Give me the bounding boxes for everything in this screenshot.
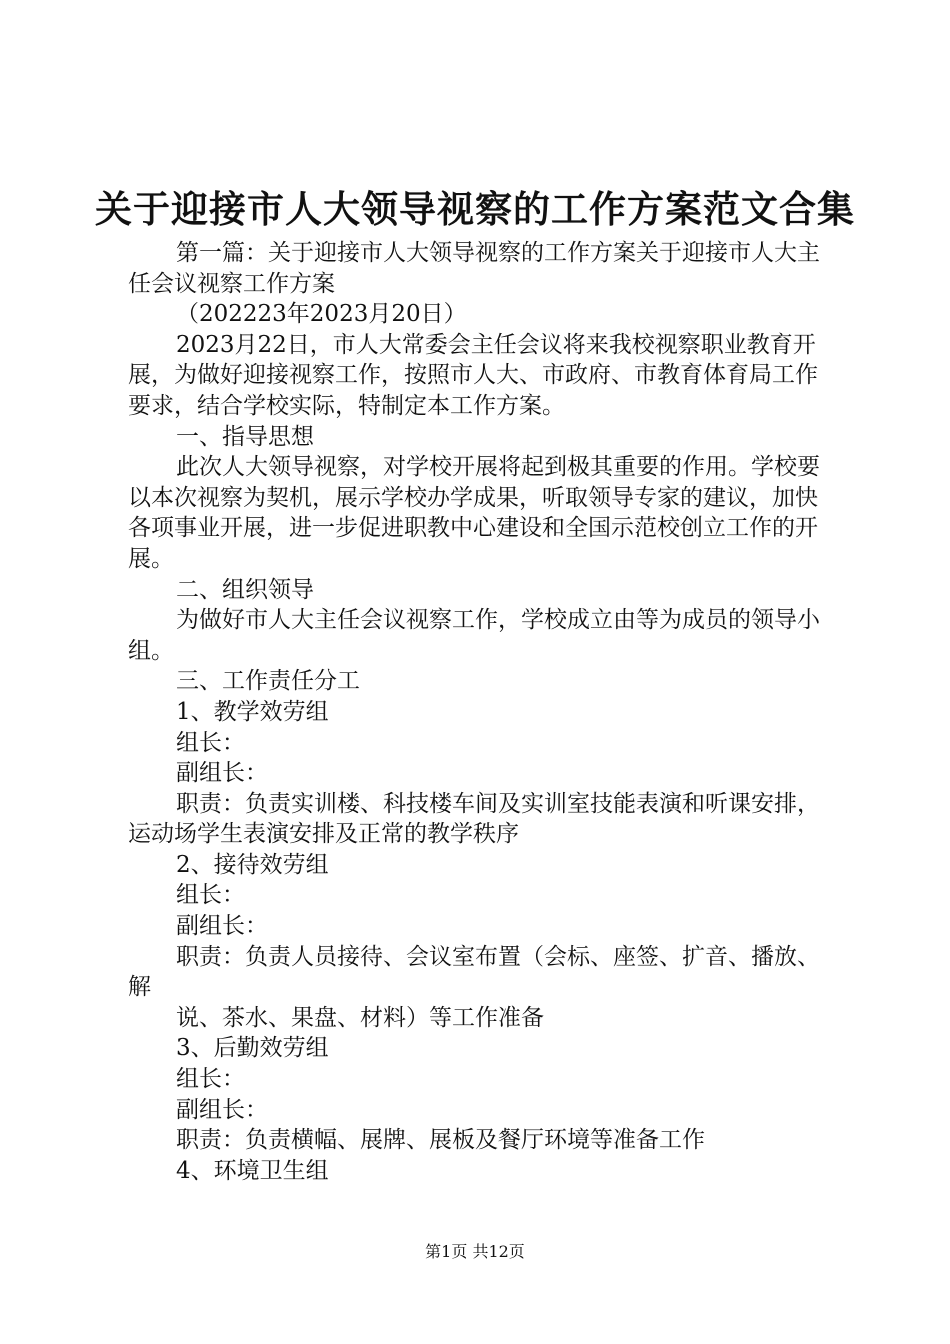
paragraph-guiding-thought: 此次人大领导视察，对学校开展将起到极其重要的作用。学校要以本次视察为契机，展示学校办学成果，听取领导专家的建议，加快各项事业开展，进一步促进职教中心建设和全国示范校创立工作的开展。 <box>128 454 820 572</box>
group-duty-logistics: 职责：负责横幅、展牌、展板及餐厅环境等准备工作 <box>176 1127 705 1154</box>
group-leader-line: 组长： <box>176 729 245 756</box>
group-deputy-leader-line: 副组长： <box>176 913 268 940</box>
section-heading-division-of-work: 三、工作责任分工 <box>176 668 360 695</box>
paragraph-organization: 为做好市人大主任会议视察工作，学校成立由等为成员的领导小组。 <box>128 607 820 664</box>
paragraph-date: （202223年2023月20日） <box>176 301 467 328</box>
section-heading-guiding-thought: 一、指导思想 <box>176 423 314 450</box>
paragraph-intro: 第一篇：关于迎接市人大领导视察的工作方案关于迎接市人大主任会议视察工作方案 <box>128 240 820 297</box>
group-deputy-leader-line: 副组长： <box>176 1096 268 1123</box>
group-heading-logistics: 3、后勤效劳组 <box>176 1035 329 1062</box>
group-heading-sanitation: 4、环境卫生组 <box>176 1157 329 1184</box>
document-body <box>128 238 840 1186</box>
paragraph-background: 2023月22日，市人大常委会主任会议将来我校视察职业教育开展，为做好迎接视察工作，按照市人大、市政府、市教育体育局工作要求，结合学校实际，特制定本工作方案。 <box>128 331 818 419</box>
group-deputy-leader-line: 副组长： <box>176 760 268 787</box>
group-heading-reception: 2、接待效劳组 <box>176 851 329 878</box>
group-heading-teaching: 1、教学效劳组 <box>176 698 329 725</box>
group-duty-reception-continued: 说、茶水、果盘、材料）等工作准备 <box>176 1004 544 1031</box>
section-heading-organization: 二、组织领导 <box>176 576 314 603</box>
group-duty-teaching: 职责：负责实训楼、科技楼车间及实训室技能表演和听课安排，运动场学生表演安排及正常的教学秩序 <box>128 790 820 848</box>
page-number-footer: 第1页 共12页 <box>425 1242 525 1261</box>
group-leader-line: 组长： <box>176 1066 245 1093</box>
document-title: 关于迎接市人大领导视察的工作方案范文合集 <box>95 187 855 231</box>
group-duty-reception: 职责：负责人员接待、会议室布置（会标、座签、扩音、播放、解 <box>128 943 820 1001</box>
group-leader-line: 组长： <box>176 882 245 909</box>
